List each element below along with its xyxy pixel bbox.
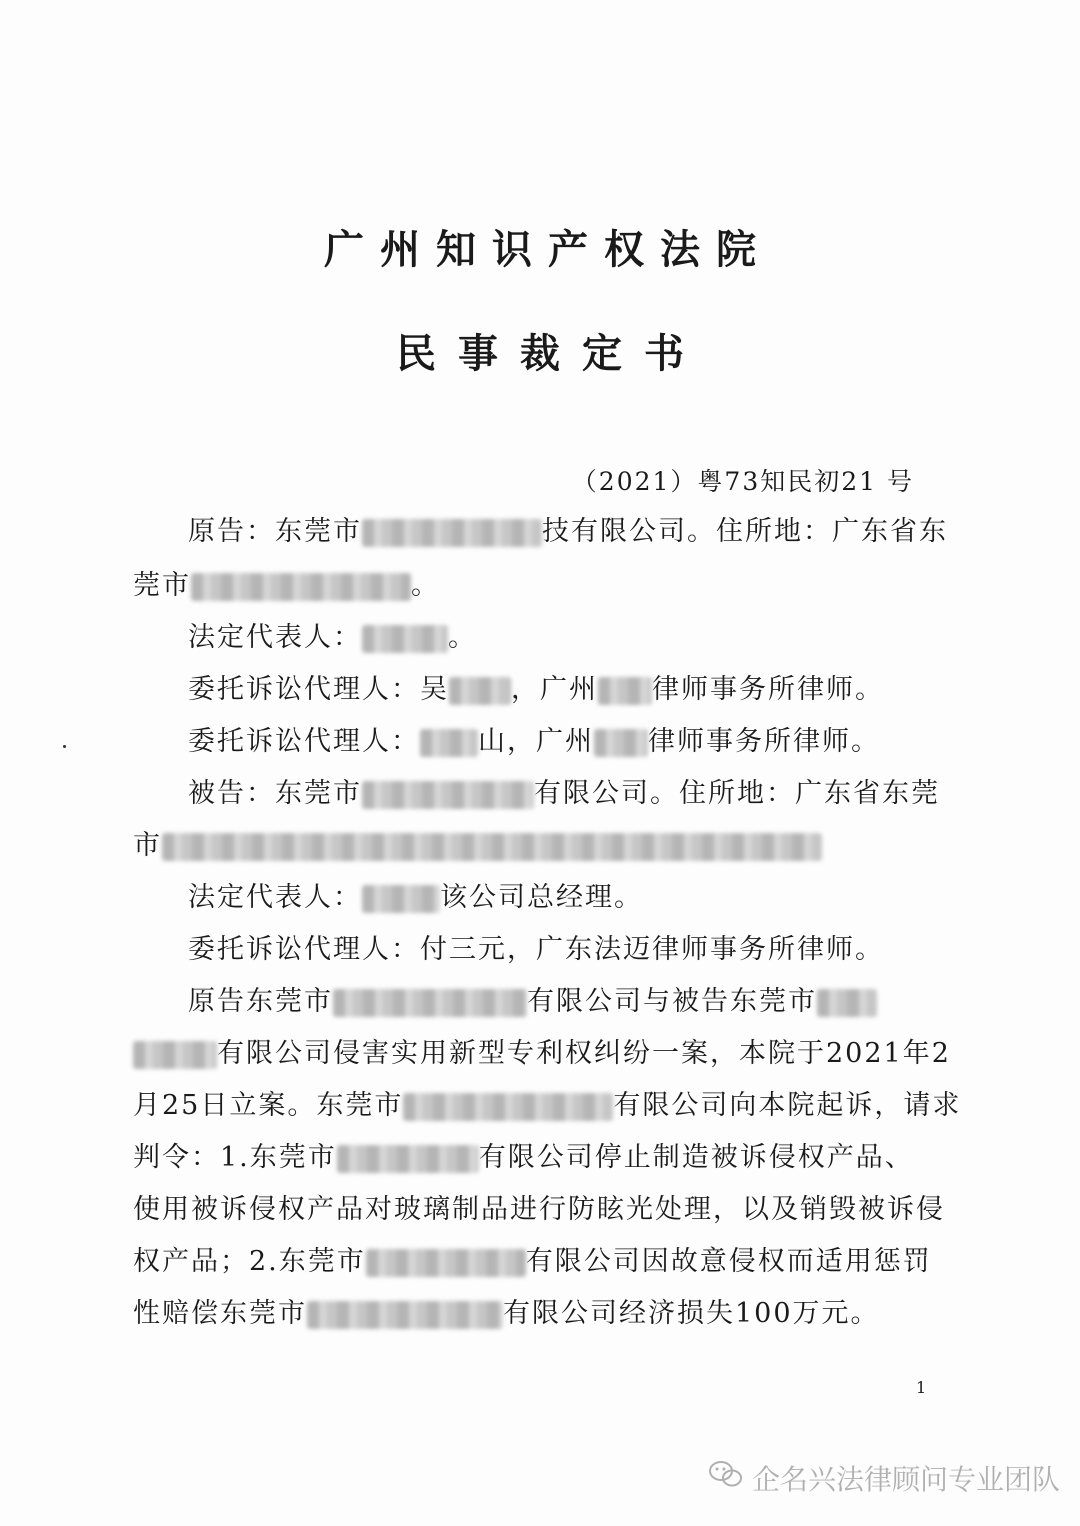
redaction	[594, 729, 648, 757]
redaction	[403, 1093, 613, 1121]
watermark-text: 企名兴法律顾问专业团队	[752, 1463, 1061, 1496]
body-line-7: 性赔偿东莞市 有限公司经济损失100万元。	[133, 1298, 880, 1329]
defendant-address-line: 市	[133, 826, 822, 866]
body-line-2: 有限公司侵害实用新型专利权纠纷一案，本院于2021年2	[133, 1034, 951, 1074]
body-line-6: 权产品；2.东莞市 有限公司因故意侵权而适用惩罚	[133, 1246, 932, 1277]
redaction	[162, 833, 822, 861]
plaintiff-agent-2: 委托诉讼代理人： 山，广州 律师事务所律师。	[188, 726, 880, 757]
plaintiff-rep-line: 法定代表人： 。	[188, 622, 477, 653]
plaintiff-agent-1: 委托诉讼代理人：吴 ，广州 律师事务所律师。	[188, 674, 884, 705]
body-line-3: 月25日立案。东莞市 有限公司向本院起诉，请求	[133, 1090, 962, 1121]
defendant-agent: 委托诉讼代理人：付三元，广东法迈律师事务所律师。	[188, 934, 884, 965]
redaction	[362, 885, 440, 913]
redaction	[598, 677, 652, 705]
redaction	[366, 1249, 526, 1277]
case-number: （2021）粤73知民初21 号	[571, 467, 914, 496]
defendant-rep-line: 法定代表人： 该公司总经理。	[188, 882, 643, 913]
page-number: 1	[916, 1378, 927, 1397]
redaction	[191, 573, 411, 601]
body-line-1: 原告东莞市 有限公司与被告东莞市	[188, 982, 877, 1022]
redaction	[449, 677, 511, 705]
redaction	[420, 729, 478, 757]
plaintiff-line: 原告：东莞市 技有限公司。住所地：广东省东	[188, 516, 948, 547]
redaction	[333, 989, 527, 1017]
redaction	[337, 1145, 479, 1173]
body-line-5: 使用被诉侵权产品对玻璃制品进行防眩光处理，以及销毁被诉侵	[133, 1194, 945, 1225]
redaction	[362, 781, 534, 809]
plaintiff-address-line: 莞市 。	[133, 570, 440, 601]
watermark	[708, 1458, 1060, 1498]
scan-speck	[63, 745, 66, 748]
redaction	[307, 1301, 503, 1329]
redaction	[362, 519, 542, 547]
defendant-line: 被告：东莞市 有限公司。住所地：广东省东莞	[188, 778, 940, 809]
redaction	[817, 989, 877, 1017]
document-type: 民事裁定书	[396, 330, 706, 377]
redaction	[362, 625, 448, 653]
body-line-4: 判令：1.东莞市 有限公司停止制造被诉侵权产品、	[133, 1142, 914, 1173]
redaction	[133, 1041, 217, 1069]
court-name: 广州知识产权法院	[324, 226, 772, 273]
wechat-icon	[708, 1459, 744, 1496]
